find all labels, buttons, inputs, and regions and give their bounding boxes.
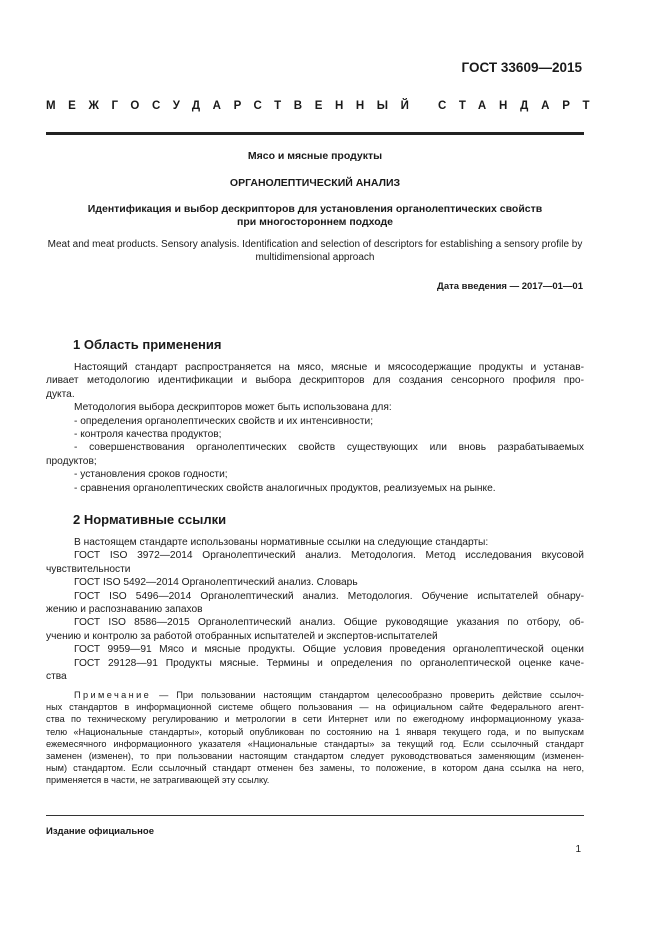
reference-line: ГОСТ ISO 3972—2014 Органолептический анализ. Методология. Метод исследования вкусовой (74, 550, 584, 562)
footer-rule (46, 815, 584, 816)
section-2-heading: 2 Нормативные ссылки (73, 512, 227, 527)
subtitle-line: при многостороннем подходе (237, 216, 393, 228)
group-title: Мясо и мясные продукты (247, 150, 383, 162)
reference-line: ства (46, 671, 67, 683)
text-line: В настоящем стандарте использованы нормативные ссылки на следующие стандарты: (74, 537, 489, 548)
reference-line: жению и распознаванию запахов (46, 604, 203, 616)
standard-number: ГОСТ 33609—2015 (461, 60, 582, 75)
introduction-date: Дата введения — 2017—01—01 (437, 281, 583, 292)
reference-line: ГОСТ 9959—91 Мясо и мясные продукты. Общие условия проведения органолептической оценки (74, 644, 584, 656)
list-item: - совершенствования органолептических свойств существующих или вновь разрабатываемых (74, 442, 584, 454)
reference-line: ГОСТ 29128—91 Продукты мясные. Термины и определения по органолептической оценке каче- (74, 657, 584, 669)
reference-line: ГОСТ ISO 5492—2014 Органолептический анализ. Словарь (74, 577, 358, 589)
reference-line: чувствительности (46, 563, 131, 575)
note-line (46, 689, 584, 701)
page-number: 1 (575, 844, 581, 855)
note-line: ства по техническому регулированию и метрологии в сети Интернет или по ежегодному информационному указа- (46, 714, 584, 725)
note-block (46, 689, 584, 787)
official-edition-label: Издание официальное (46, 826, 154, 837)
text-line: ливает методологию идентификации и выбора дескрипторов для создания сенсорного профиля про- (46, 375, 584, 387)
note-line: ным) стандартом. Если ссылочный стандарт отменен без замены, то положение, в котором дана ссылка на него, (46, 763, 584, 774)
section-1-heading: 1 Область применения (73, 337, 222, 352)
note-line: ежемесячного информационного указателя «Национальные стандарты» за текущий год. Если ссылочный стандарт (46, 738, 584, 749)
english-title (46, 238, 584, 264)
list-item: - установления сроков годности; (74, 469, 228, 481)
note-line: применяется в части, не затрагивающей эту ссылку. (46, 775, 270, 786)
header-rule (46, 132, 584, 135)
note-label: Примечание (74, 690, 152, 700)
subtitle (46, 203, 584, 229)
reference-line: ГОСТ ISO 8586—2015 Органолептический анализ. Общие руководящие указания по отбору, об- (74, 617, 584, 629)
text-line: Методология выбора дескрипторов может быть использована для: (74, 402, 392, 414)
note-line: телю «Национальные стандарты», который опубликован по состоянию на 1 января текущего года, и по выпускам (46, 726, 584, 737)
text-line: продуктов; (46, 455, 97, 467)
note-line: заменен (изменен), то при пользовании настоящим стандартом следует руководствоваться заменяющим (изменен- (46, 751, 584, 762)
list-item: - определения органолептических свойств и их интенсивности; (74, 415, 374, 427)
reference-line: ГОСТ ISO 5496—2014 Органолептический анализ. Методология. Обучение испытателей обнару- (74, 590, 584, 602)
note-line: ных стандартов в информационной системе общего пользования — на официальном сайте Федерального агент- (46, 702, 584, 713)
english-title-line: Meat and meat products. Sensory analysis. Identification and selection of descriptors for establishing a sensory profile by (47, 239, 583, 250)
section-1-body (46, 361, 584, 495)
text-line: дукта. (46, 388, 75, 400)
note-text: — При пользовании настоящим стандартом целесообразно проверить действие ссылоч- (151, 690, 584, 700)
list-item: - сравнения органолептических свойств аналогичных продуктов, реализуемых на рынке. (74, 482, 496, 494)
reference-line: учению и контролю за работой отобранных испытателей и экспертов-испытателей (46, 630, 438, 642)
standard-word: СТАНДАРТ (438, 100, 603, 112)
subtitle-line: Идентификация и выбор дескрипторов для установления органолептических свойств (87, 203, 543, 215)
main-title: ОРГАНОЛЕПТИЧЕСКИЙ АНАЛИЗ (229, 177, 401, 189)
english-title-line: multidimensional approach (255, 252, 375, 263)
section-2-body (46, 536, 584, 683)
list-item: - контроля качества продуктов; (74, 429, 222, 441)
interstate-word: МЕЖГОСУДАРСТВЕННЫЙ (46, 100, 422, 112)
text-line: Настоящий стандарт распространяется на мясо, мясные и мясосодержащие продукты и устанав- (74, 362, 584, 373)
